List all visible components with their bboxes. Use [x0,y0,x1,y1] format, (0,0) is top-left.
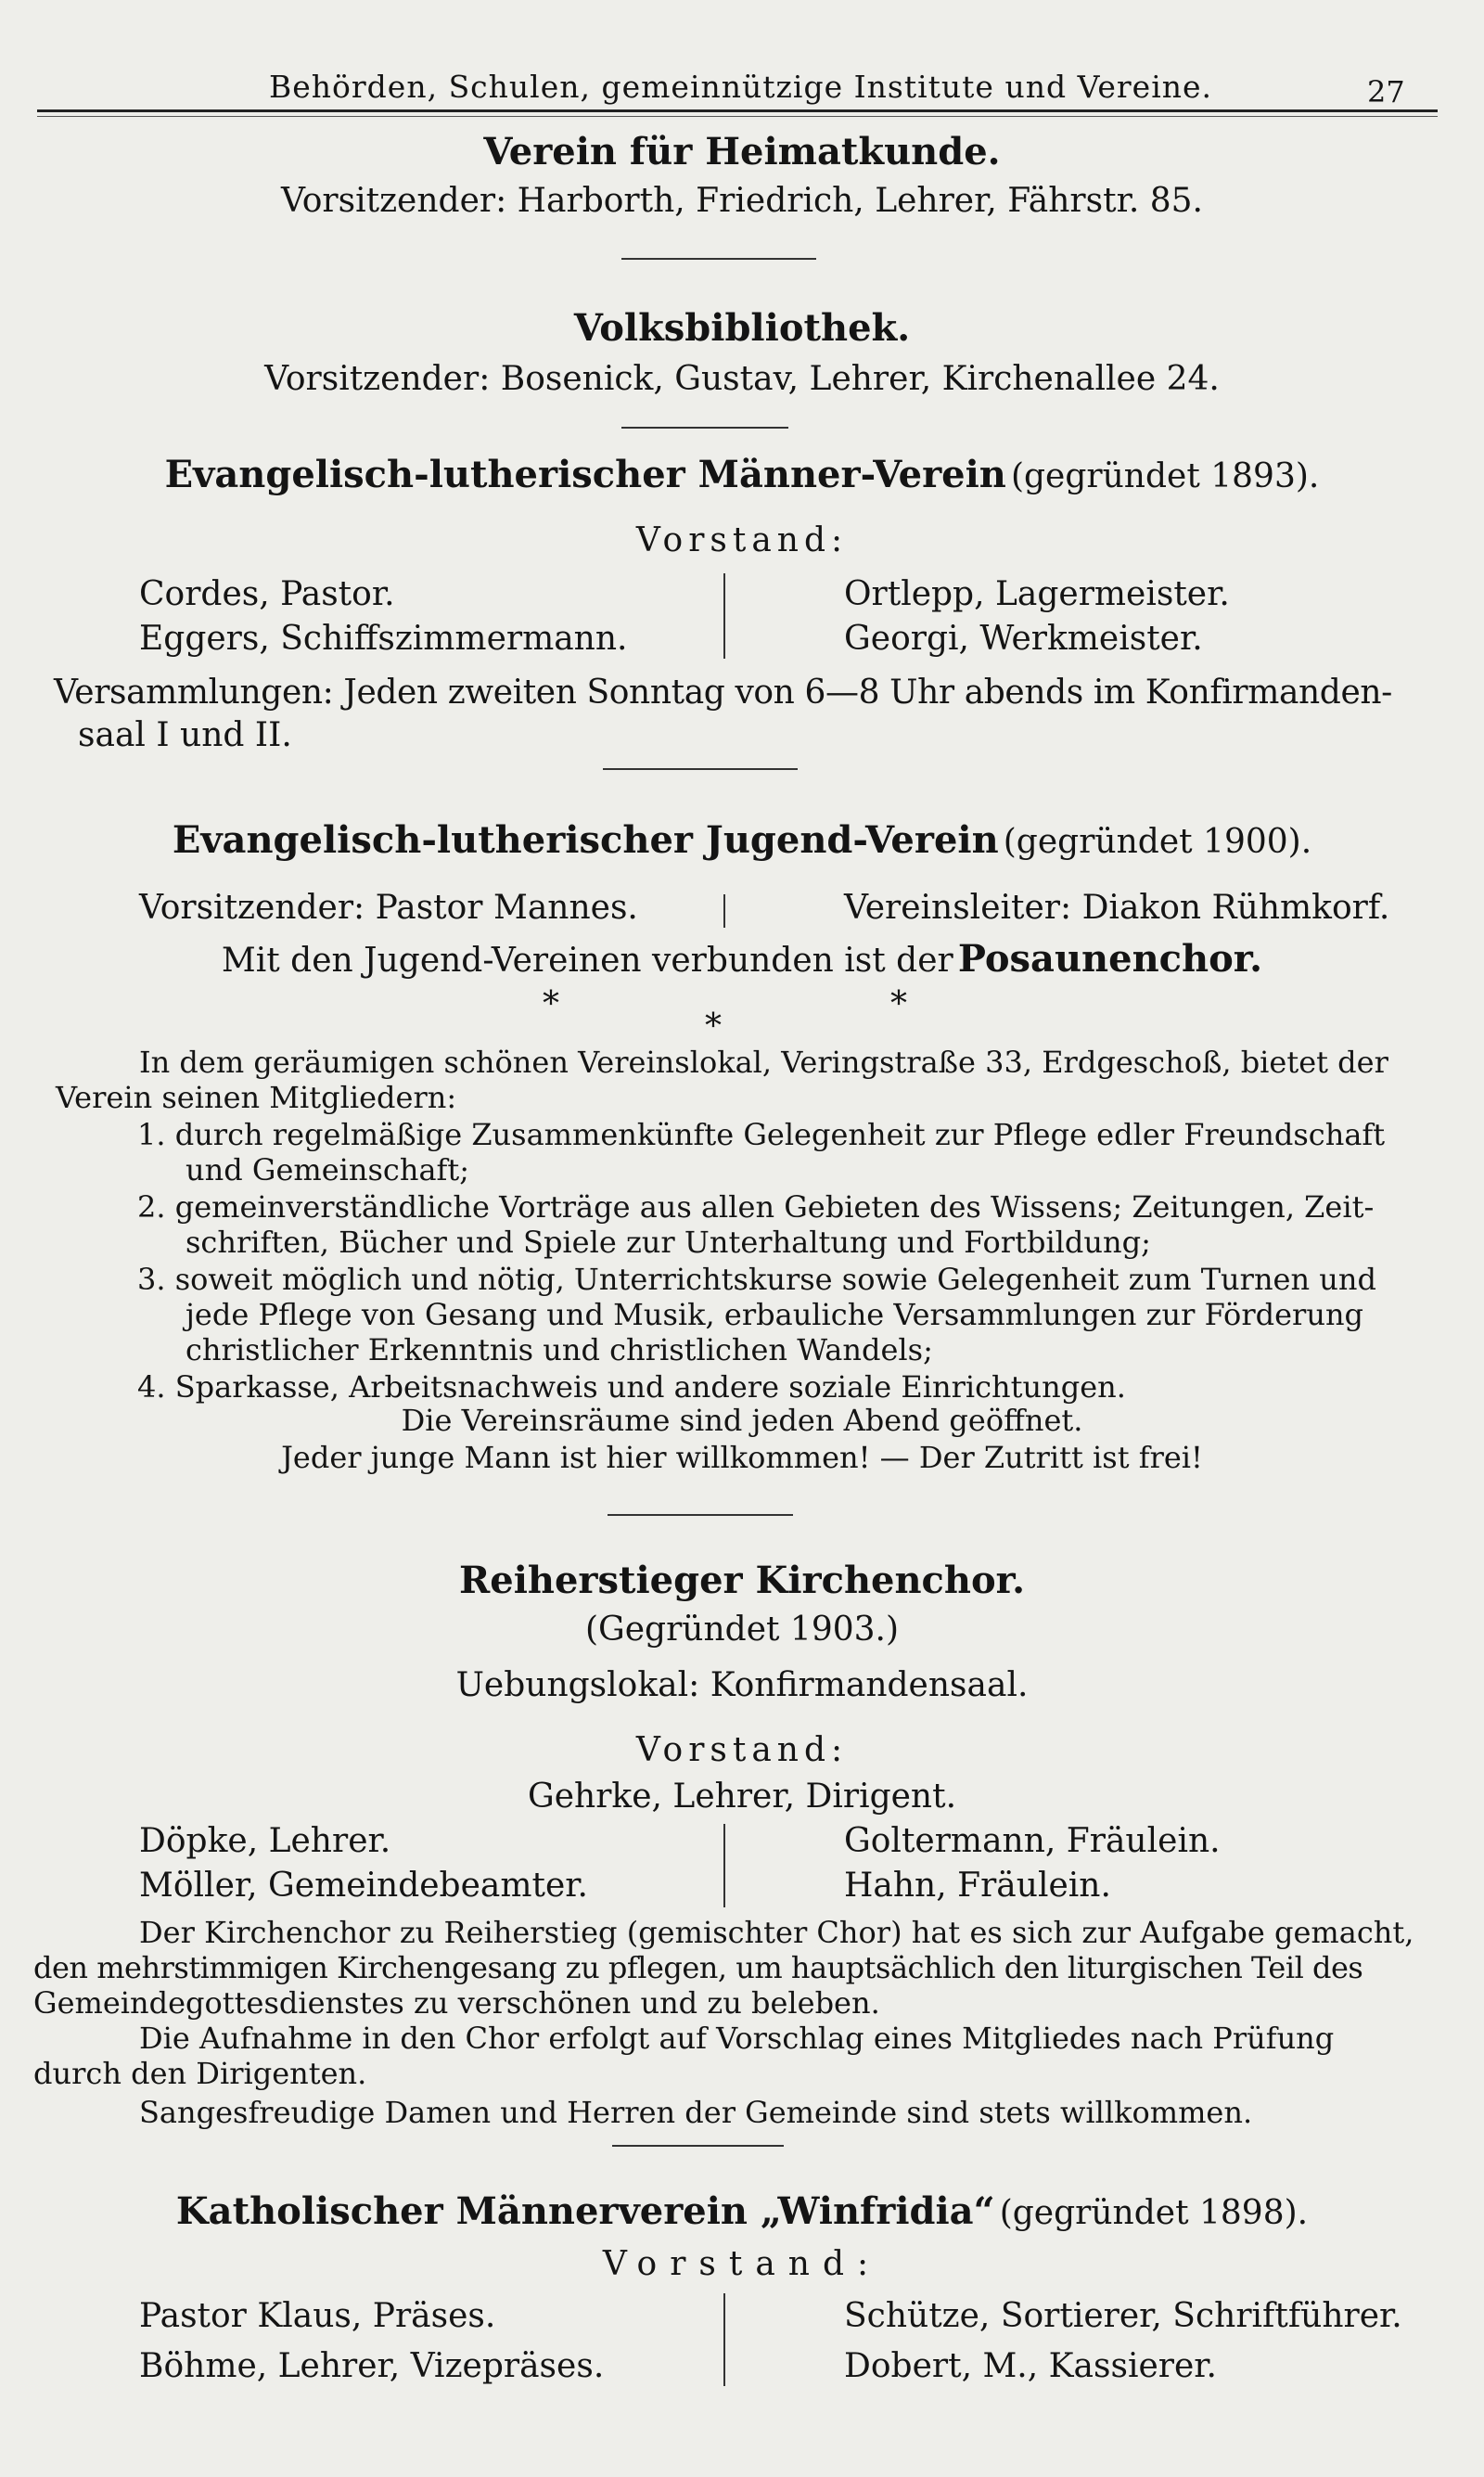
kirchenchor-text-line: Sangesfreudige Damen und Herren der Gemeinde sind stets willkommen. [139,2095,1253,2130]
asterisk: * [705,1007,722,1046]
page-number: 27 [1367,74,1405,109]
kirchenchor-board-right-1: Goltermann, Fräulein. [844,1822,1221,1860]
asterisk: * [543,985,559,1023]
heimatkunde-chair: Vorsitzender: Harborth, Friedrich, Lehrer, Fährstr. 85. [281,182,1203,220]
column-divider [723,1824,725,1907]
kirchenchor-board-left-1: Döpke, Lehrer. [139,1822,391,1860]
jugendverein-list-item: schriften, Bücher und Spiele zur Unterhaltung und Fortbildung; [186,1225,1151,1260]
header-rule-thin [37,116,1438,117]
maennerverein-board-left-1: Cordes, Pastor. [139,575,395,613]
kirchenchor-text-line: Der Kirchenchor zu Reiherstieg (gemischter Chor) hat es sich zur Aufgabe gemacht, [139,1915,1414,1950]
header-rule [37,109,1438,112]
winfridia-board-left-1: Pastor Klaus, Präses. [139,2297,496,2335]
column-divider [723,573,725,659]
winfridia-board-label: Vorstand: [602,2245,882,2283]
jugendverein-note-text: Mit den Jugend-Vereinen verbunden ist der [221,942,953,980]
maennerverein-meetings-2: saal I und II. [78,716,292,754]
section-divider [608,1514,793,1516]
jugendverein-list-item: jede Pflege von Gesang und Musik, erbauliche Versammlungen zur Förderung [186,1297,1364,1332]
kirchenchor-founded: (Gegründet 1903.) [584,1611,900,1649]
jugendverein-note [0,937,1484,981]
column-divider [723,894,725,928]
jugendverein-text-line: Jeder junge Mann ist hier willkommen! — Der Zutritt ist frei! [281,1440,1203,1475]
maennerverein-board-right-1: Ortlepp, Lagermeister. [844,575,1230,613]
jugendverein-list-item: 2. gemeinverständliche Vorträge aus allen Gebieten des Wissens; Zeitungen, Zeit- [137,1189,1375,1225]
jugendverein-list-item: 1. durch regelmäßige Zusammenkünfte Gelegenheit zur Pflege edler Freundschaft [137,1117,1386,1152]
winfridia-board-right-1: Schütze, Sortierer, Schriftführer. [844,2297,1402,2335]
kirchenchor-conductor: Gehrke, Lehrer, Dirigent. [527,1778,957,1816]
winfridia-board-right-2: Dobert, M., Kassierer. [844,2347,1217,2385]
section-divider [612,2145,784,2147]
kirchenchor-board-right-2: Hahn, Fräulein. [844,1867,1111,1905]
section-divider [603,768,798,770]
jugendverein-list-item: christlicher Erkenntnis und christlichen Wandels; [186,1332,933,1367]
jugendverein-list-item: 4. Sparkasse, Arbeitsnachweis und andere soziale Einrichtungen. [137,1369,1126,1405]
maennerverein-board-label: Vorstand: [635,521,849,559]
kirchenchor-text-line: den mehrstimmigen Kirchengesang zu pflegen, um hauptsächlich den liturgischen Teil des [33,1950,1363,1985]
asterisk: * [890,985,907,1023]
column-divider [723,2293,725,2386]
maennerverein-board-right-2: Georgi, Werkmeister. [844,620,1203,658]
jugendverein-text-line: Verein seinen Mitgliedern: [56,1080,457,1115]
jugendverein-list-item: 3. soweit möglich und nötig, Unterrichtskurse sowie Gelegenheit zum Turnen und [137,1262,1376,1297]
winfridia-heading [0,2189,1484,2233]
winfridia-founded: (gegründet 1898). [999,2194,1309,2232]
heimatkunde-title: Verein für Heimatkunde. [483,130,1001,173]
maennerverein-founded: (gegründet 1893). [1010,457,1320,495]
kirchenchor-board-label: Vorstand: [635,1731,849,1769]
jugendverein-chair: Vorsitzender: Pastor Mannes. [139,889,638,927]
maennerverein-meetings-1: Versammlungen: Jeden zweiten Sonntag von 6—8 Uhr abends im Konfirmanden- [54,674,1392,712]
kirchenchor-venue: Uebungslokal: Konfirmandensaal. [455,1666,1029,1704]
running-header: Behörden, Schulen, gemeinnützige Institute und Vereine. [269,69,1213,105]
jugendverein-note-posaunenchor: Posaunenchor. [957,937,1263,981]
jugendverein-list-item: und Gemeinschaft; [186,1152,470,1187]
winfridia-title: Katholischer Männerverein „Winfridia“ [175,2189,995,2233]
maennerverein-board-left-2: Eggers, Schiffszimmermann. [139,620,628,658]
volksbibliothek-title: Volksbibliothek. [573,306,911,350]
kirchenchor-text-line: Die Aufnahme in den Chor erfolgt auf Vorschlag eines Mitgliedes nach Prüfung [139,2021,1335,2056]
jugendverein-leader: Vereinsleiter: Diakon Rühmkorf. [844,889,1390,927]
section-divider [621,427,788,429]
jugendverein-text-line: Die Vereinsräume sind jeden Abend geöffnet. [401,1403,1083,1438]
jugendverein-founded: (gegründet 1900). [1003,823,1312,861]
kirchenchor-title: Reiherstieger Kirchenchor. [459,1559,1025,1602]
volksbibliothek-chair: Vorsitzender: Bosenick, Gustav, Lehrer, Kirchenallee 24. [264,360,1220,398]
jugendverein-heading [0,818,1484,862]
jugendverein-text-line: In dem geräumigen schönen Vereinslokal, Veringstraße 33, Erdgeschoß, bietet der [139,1045,1388,1080]
maennerverein-heading [0,453,1484,496]
maennerverein-title: Evangelisch-lutherischer Männer-Verein [164,453,1006,496]
kirchenchor-board-left-2: Möller, Gemeindebeamter. [139,1867,588,1905]
kirchenchor-text-line: Gemeindegottesdienstes zu verschönen und zu beleben. [33,1985,880,2021]
jugendverein-title: Evangelisch-lutherischer Jugend-Verein [172,818,999,862]
section-divider [621,258,816,260]
winfridia-board-left-2: Böhme, Lehrer, Vizepräses. [139,2347,605,2385]
kirchenchor-text-line: durch den Dirigenten. [33,2056,367,2091]
